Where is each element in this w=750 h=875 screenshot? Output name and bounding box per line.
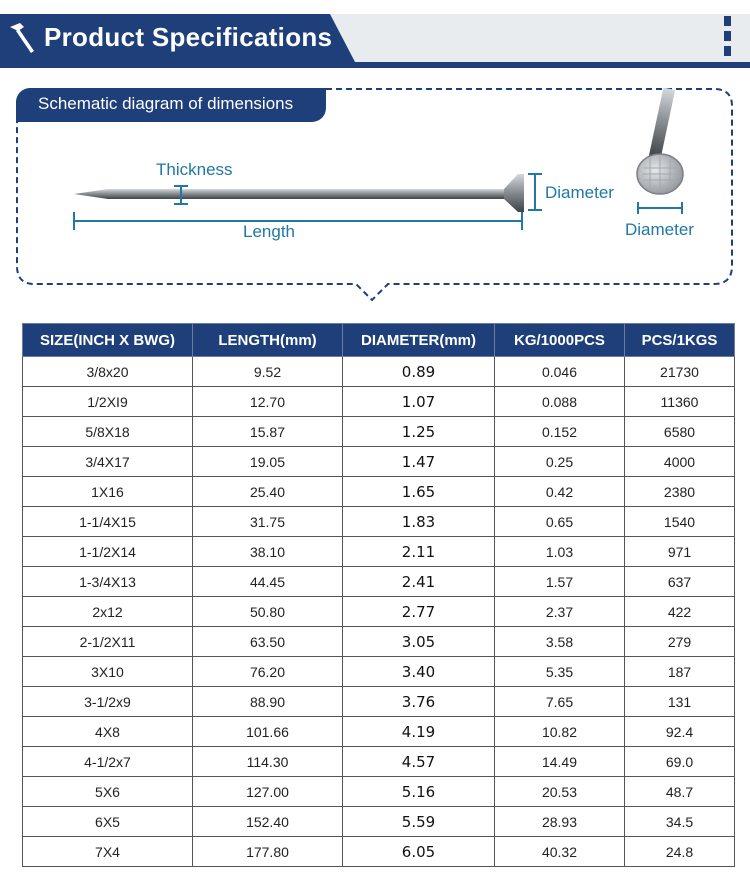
table-row bbox=[23, 417, 735, 447]
pieces-cell: 279 bbox=[625, 627, 735, 657]
table-header-row bbox=[23, 324, 735, 357]
diameter-cell: 1.25 bbox=[343, 417, 495, 447]
pieces-cell: 6580 bbox=[625, 417, 735, 447]
length-label: Length bbox=[243, 222, 295, 241]
table-row bbox=[23, 657, 735, 687]
diameter-cell: 1.65 bbox=[343, 477, 495, 507]
weight-cell: 10.82 bbox=[495, 717, 625, 747]
weight-cell: 7.65 bbox=[495, 687, 625, 717]
table-row bbox=[23, 687, 735, 717]
table-row bbox=[23, 837, 735, 867]
column-header-weight: KG/1000PCS bbox=[495, 324, 625, 357]
diameter-cell: 3.05 bbox=[343, 627, 495, 657]
weight-cell: 0.046 bbox=[495, 357, 625, 387]
diameter-cell: 0.89 bbox=[343, 357, 495, 387]
size-cell: 1-1/4X15 bbox=[23, 507, 193, 537]
table-row bbox=[23, 537, 735, 567]
length-cell: 19.05 bbox=[193, 447, 343, 477]
hammer-icon bbox=[6, 21, 38, 55]
length-cell: 9.52 bbox=[193, 357, 343, 387]
length-cell: 15.87 bbox=[193, 417, 343, 447]
pieces-cell: 187 bbox=[625, 657, 735, 687]
weight-cell: 0.152 bbox=[495, 417, 625, 447]
size-cell: 2x12 bbox=[23, 597, 193, 627]
pieces-cell: 34.5 bbox=[625, 807, 735, 837]
header-banner bbox=[0, 0, 750, 72]
weight-cell: 14.49 bbox=[495, 747, 625, 777]
weight-cell: 1.03 bbox=[495, 537, 625, 567]
page-title: Product Specifications bbox=[44, 22, 333, 52]
head-diameter-label: Diameter bbox=[625, 220, 694, 239]
weight-cell: 0.42 bbox=[495, 477, 625, 507]
length-cell: 38.10 bbox=[193, 537, 343, 567]
table-row bbox=[23, 807, 735, 837]
length-cell: 44.45 bbox=[193, 567, 343, 597]
diameter-cell: 2.11 bbox=[343, 537, 495, 567]
column-header-diameter: DIAMETER(mm) bbox=[343, 324, 495, 357]
pieces-cell: 24.8 bbox=[625, 837, 735, 867]
diameter-cell: 1.83 bbox=[343, 507, 495, 537]
length-cell: 88.90 bbox=[193, 687, 343, 717]
weight-cell: 0.65 bbox=[495, 507, 625, 537]
decorative-marks bbox=[724, 16, 736, 60]
size-cell: 4X8 bbox=[23, 717, 193, 747]
length-cell: 12.70 bbox=[193, 387, 343, 417]
pieces-cell: 92.4 bbox=[625, 717, 735, 747]
weight-cell: 2.37 bbox=[495, 597, 625, 627]
diameter-cell: 2.77 bbox=[343, 597, 495, 627]
pieces-cell: 1540 bbox=[625, 507, 735, 537]
size-cell: 1-1/2X14 bbox=[23, 537, 193, 567]
table-row bbox=[23, 567, 735, 597]
table-row bbox=[23, 477, 735, 507]
diameter-cell: 3.40 bbox=[343, 657, 495, 687]
diameter-cell: 5.59 bbox=[343, 807, 495, 837]
weight-cell: 40.32 bbox=[495, 837, 625, 867]
pieces-cell: 637 bbox=[625, 567, 735, 597]
nail-side-view bbox=[74, 174, 524, 212]
size-cell: 1X16 bbox=[23, 477, 193, 507]
length-cell: 101.66 bbox=[193, 717, 343, 747]
size-cell: 5/8X18 bbox=[23, 417, 193, 447]
diameter-cell: 4.57 bbox=[343, 747, 495, 777]
length-cell: 114.30 bbox=[193, 747, 343, 777]
diameter-cell: 4.19 bbox=[343, 717, 495, 747]
table-row bbox=[23, 507, 735, 537]
length-cell: 63.50 bbox=[193, 627, 343, 657]
weight-cell: 0.088 bbox=[495, 387, 625, 417]
weight-cell: 3.58 bbox=[495, 627, 625, 657]
pieces-cell: 11360 bbox=[625, 387, 735, 417]
table-row bbox=[23, 747, 735, 777]
table-row bbox=[23, 717, 735, 747]
pieces-cell: 69.0 bbox=[625, 747, 735, 777]
nail-head-view bbox=[637, 88, 683, 194]
pieces-cell: 48.7 bbox=[625, 777, 735, 807]
pieces-cell: 2380 bbox=[625, 477, 735, 507]
size-cell: 6X5 bbox=[23, 807, 193, 837]
column-header-size: SIZE(INCH X BWG) bbox=[23, 324, 193, 357]
size-cell: 1-3/4X13 bbox=[23, 567, 193, 597]
pieces-cell: 422 bbox=[625, 597, 735, 627]
column-header-length: LENGTH(mm) bbox=[193, 324, 343, 357]
length-cell: 50.80 bbox=[193, 597, 343, 627]
size-cell: 3/8x20 bbox=[23, 357, 193, 387]
weight-cell: 1.57 bbox=[495, 567, 625, 597]
size-cell: 7X4 bbox=[23, 837, 193, 867]
table-row bbox=[23, 777, 735, 807]
table-row bbox=[23, 597, 735, 627]
length-cell: 127.00 bbox=[193, 777, 343, 807]
size-cell: 3/4X17 bbox=[23, 447, 193, 477]
length-cell: 25.40 bbox=[193, 477, 343, 507]
size-cell: 4-1/2x7 bbox=[23, 747, 193, 777]
diameter-cell: 1.07 bbox=[343, 387, 495, 417]
pieces-cell: 21730 bbox=[625, 357, 735, 387]
diagram-title bbox=[16, 88, 326, 122]
table-row bbox=[23, 357, 735, 387]
pieces-cell: 4000 bbox=[625, 447, 735, 477]
size-cell: 3X10 bbox=[23, 657, 193, 687]
table-row bbox=[23, 387, 735, 417]
weight-cell: 28.93 bbox=[495, 807, 625, 837]
pieces-cell: 971 bbox=[625, 537, 735, 567]
table-row bbox=[23, 447, 735, 477]
length-cell: 31.75 bbox=[193, 507, 343, 537]
diameter-cell: 1.47 bbox=[343, 447, 495, 477]
table-row bbox=[23, 627, 735, 657]
size-cell: 3-1/2x9 bbox=[23, 687, 193, 717]
length-cell: 177.80 bbox=[193, 837, 343, 867]
column-header-pieces: PCS/1KGS bbox=[625, 324, 735, 357]
thickness-label: Thickness bbox=[156, 160, 233, 179]
diameter-label: Diameter bbox=[545, 183, 614, 202]
diameter-cell: 5.16 bbox=[343, 777, 495, 807]
diameter-cell: 2.41 bbox=[343, 567, 495, 597]
size-cell: 2-1/2X11 bbox=[23, 627, 193, 657]
size-cell: 5X6 bbox=[23, 777, 193, 807]
weight-cell: 0.25 bbox=[495, 447, 625, 477]
header-divider bbox=[0, 62, 750, 68]
diagram-title-text: Schematic diagram of dimensions bbox=[38, 94, 294, 113]
pieces-cell: 131 bbox=[625, 687, 735, 717]
weight-cell: 5.35 bbox=[495, 657, 625, 687]
specifications-table bbox=[22, 323, 735, 867]
length-cell: 152.40 bbox=[193, 807, 343, 837]
size-cell: 1/2XI9 bbox=[23, 387, 193, 417]
diameter-cell: 6.05 bbox=[343, 837, 495, 867]
length-cell: 76.20 bbox=[193, 657, 343, 687]
weight-cell: 20.53 bbox=[495, 777, 625, 807]
diameter-cell: 3.76 bbox=[343, 687, 495, 717]
